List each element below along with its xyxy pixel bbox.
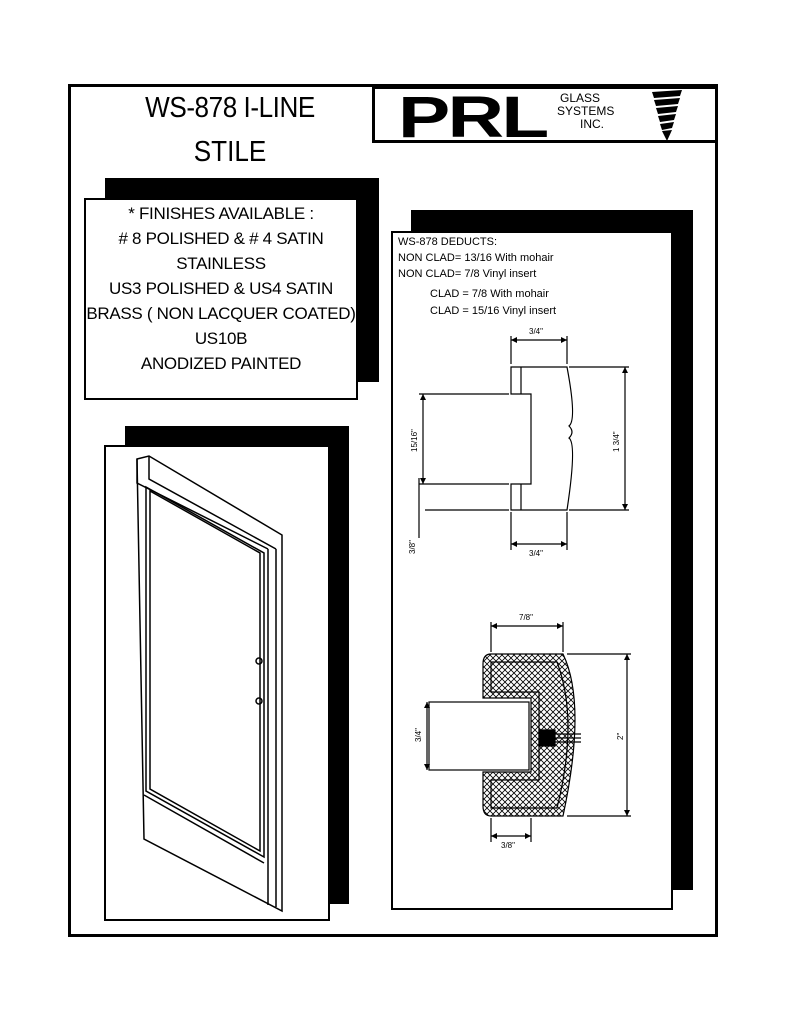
deduct-row: CLAD = 7/8 With mohair [430, 288, 549, 300]
finish-item: # 8 POLISHED & # 4 SATIN [118, 229, 324, 248]
logo-brand: PRL [398, 85, 547, 150]
dim-offset: 3/8" [501, 841, 515, 850]
dim-width-bottom: 3/4" [529, 549, 543, 558]
product-subtitle: STILE [193, 136, 267, 168]
deduct-row: CLAD = 15/16 Vinyl insert [430, 305, 557, 317]
dim-offset: 3/8" [408, 540, 417, 554]
deduct-row: NON CLAD= 7/8 Vinyl insert [398, 268, 537, 280]
stile-profile-top [391, 320, 673, 560]
finishes-heading: * FINISHES AVAILABLE : [128, 204, 314, 223]
logo-systems: SYSTEMS [557, 104, 615, 118]
logo-inc: INC. [580, 117, 604, 131]
logo-glass: GLASS [560, 91, 601, 105]
dim-height: 1 3/4" [612, 431, 621, 452]
dim-height: 2" [616, 732, 625, 740]
drill-bit-icon [650, 88, 684, 142]
lock-hole-bottom [256, 698, 262, 704]
product-title: WS-878 I-LINE [145, 92, 315, 124]
finish-item: US10B [194, 329, 248, 348]
finish-item: STAINLESS [176, 254, 266, 273]
finish-item: BRASS ( NON LACQUER COATED) [86, 304, 356, 323]
stile-profile-bottom [391, 610, 673, 850]
dim-width-top: 3/4" [529, 327, 543, 336]
lock-hole-top [256, 658, 262, 664]
finish-item: ANODIZED PAINTED [140, 354, 302, 373]
deduct-row: NON CLAD= 13/16 With mohair [398, 252, 554, 264]
finishes-box [84, 198, 358, 400]
deducts-heading: WS-878 DEDUCTS: [398, 236, 498, 248]
finish-item: US3 POLISHED & US4 SATIN [109, 279, 333, 298]
door-illustration [104, 445, 330, 921]
dim-glass: 3/4" [414, 728, 423, 742]
dim-width-top: 7/8" [519, 613, 533, 622]
dim-glass: 15/16" [410, 429, 419, 452]
